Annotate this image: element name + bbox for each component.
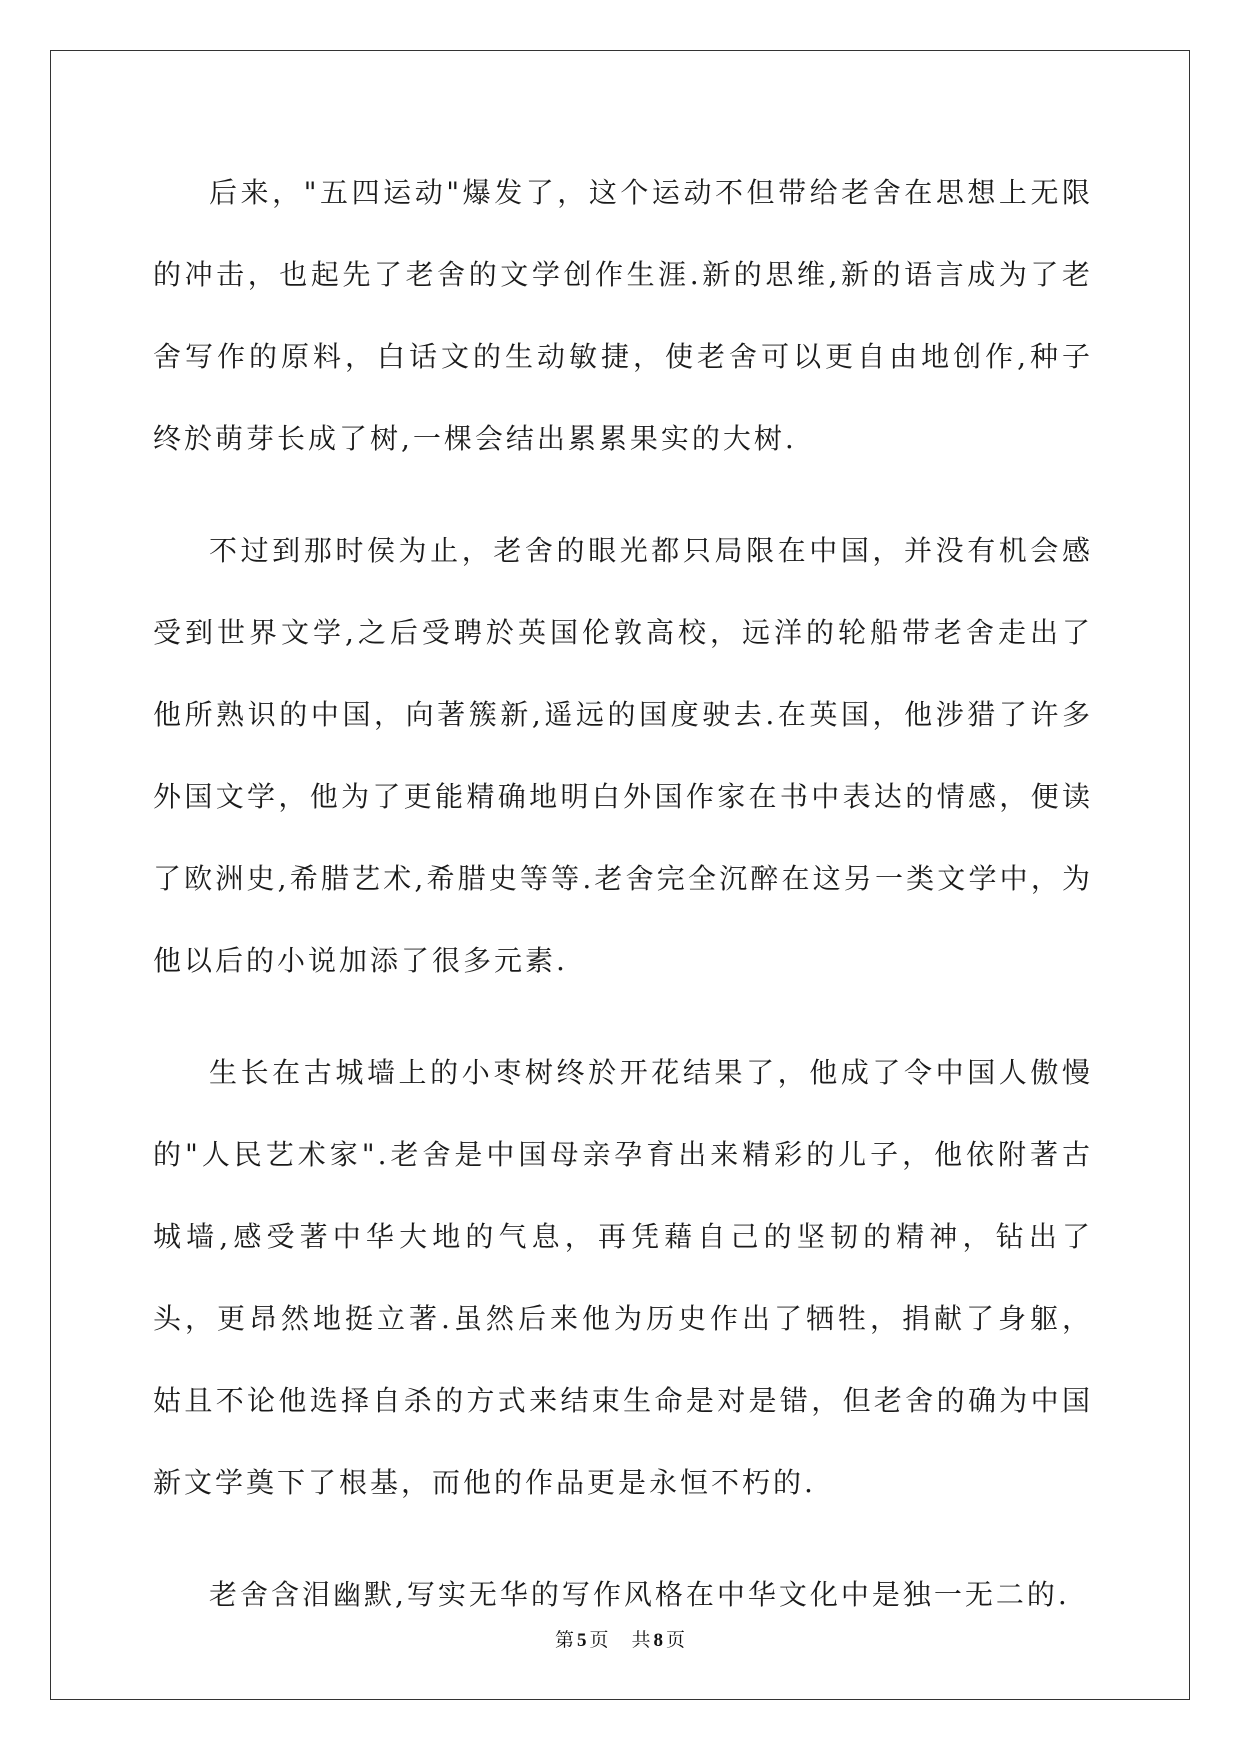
paragraph: 不过到那时侯为止，老舍的眼光都只局限在中国，并没有机会感受到世界文学,之后受聘於英国伦敦高校，远洋的轮船带老舍走出了他所熟识的中国，向著簇新,遥远的国度驶去.在英国，他涉猎了许多外国文学，他为了更能精确地明白外国作家在书中表达的情感，便读了欧洲史,希腊艺术,希腊史等等.老舍完全沉醉在这另一类文学中，为他以后的小说加添了很多元素. <box>153 534 1093 977</box>
total-page-count: 8 <box>653 1630 665 1651</box>
page-suffix: 页 <box>589 1629 610 1651</box>
current-page-number: 5 <box>576 1630 588 1651</box>
document-body <box>153 152 1093 1636</box>
total-prefix: 共 <box>631 1629 652 1651</box>
page-prefix: 第 <box>554 1629 575 1651</box>
paragraph: 老舍含泪幽默,写实无华的写作风格在中华文化中是独一无二的. <box>209 1578 1070 1611</box>
paragraph: 生长在古城墙上的小枣树终於开花结果了，他成了令中国人傲慢的"人民艺术家".老舍是中国母亲孕育出来精彩的儿子，他依附著古城墙,感受著中华大地的气息，再凭藉自己的坚韧的精神，钻出了头，更昂然地挺立著.虽然后来他为历史作出了牺牲，捐献了身躯，姑且不论他选择自杀的方式来结束生命是对是错，但老舍的确为中国新文学奠下了根基，而他的作品更是永恒不朽的. <box>153 1056 1093 1499</box>
page-number-footer <box>0 1625 1241 1652</box>
paragraph: 后来，"五四运动"爆发了，这个运动不但带给老舍在思想上无限的冲击，也起先了老舍的文学创作生涯.新的思维,新的语言成为了老舍写作的原料，白话文的生动敏捷，使老舍可以更自由地创作,种子终於萌芽长成了树,一棵会结出累累果实的大树. <box>153 176 1093 455</box>
total-suffix: 页 <box>666 1629 687 1651</box>
